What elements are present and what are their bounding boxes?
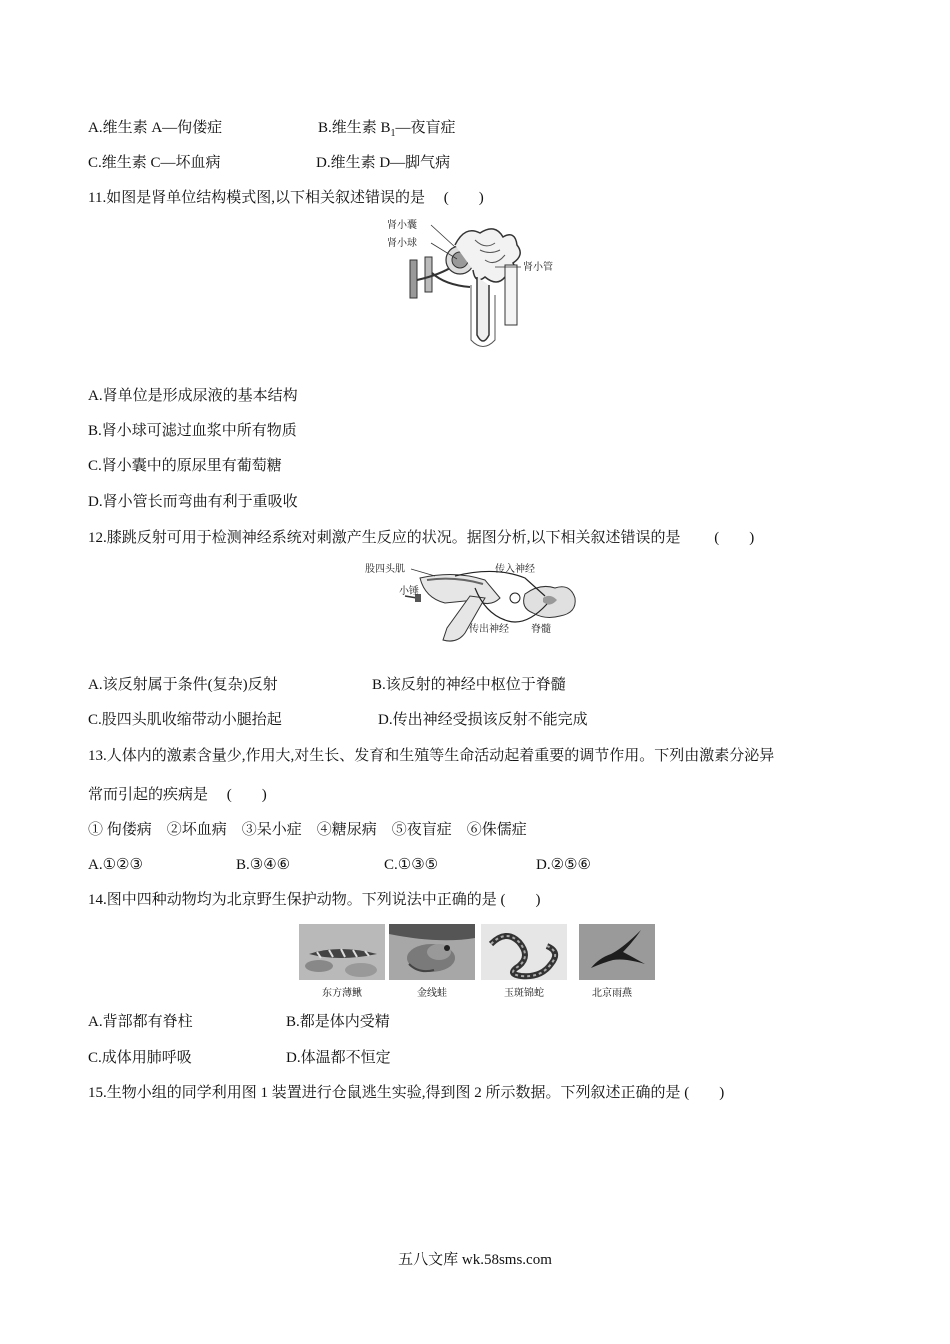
q12-option-c: C.股四头肌收缩带动小腿抬起 (88, 712, 282, 728)
q10-option-c: C.维生素 C—坏血病 (88, 155, 221, 171)
q10-option-a: A.维生素 A—佝偻症 (88, 120, 223, 136)
q13-option-d: D.②⑤⑥ (536, 857, 591, 873)
frog-photo (389, 924, 475, 980)
q14-option-a: A.背部都有脊柱 (88, 1014, 193, 1030)
nephron-diagram (385, 215, 565, 355)
label-hammer: 小锤 (399, 586, 419, 597)
q14-option-c: C.成体用肺呼吸 (88, 1050, 192, 1066)
q14-option-d: D.体温都不恒定 (286, 1050, 391, 1066)
caption-swift: 北京雨燕 (592, 988, 632, 999)
q12-option-d: D.传出神经受损该反射不能完成 (378, 712, 588, 728)
label-renal-capsule: 肾小囊 (387, 220, 417, 231)
q11-option-b: B.肾小球可滤过血浆中所有物质 (88, 423, 297, 439)
snake-photo (481, 924, 567, 980)
q13-stem-line1: 13.人体内的激素含量少,作用大,对生长、发育和生殖等生命活动起着重要的调节作用。下列由激素分泌异 (88, 748, 775, 764)
q13-option-b: B.③④⑥ (236, 857, 291, 873)
q14-stem: 14.图中四种动物均为北京野生保护动物。下列说法中正确的是 ( ) (88, 892, 541, 908)
label-quadriceps: 股四头肌 (365, 564, 405, 575)
q15-stem: 15.生物小组的同学利用图 1 装置进行仓鼠逃生实验,得到图 2 所示数据。下列叙述正确的是 ( ) (88, 1085, 725, 1101)
label-afferent-nerve: 传入神经 (495, 564, 535, 575)
q12-stem: 12.膝跳反射可用于检测神经系统对刺激产生反应的状况。据图分析,以下相关叙述错误的是 ( ) (88, 530, 755, 546)
q11-option-c: C.肾小囊中的原尿里有葡萄糖 (88, 458, 282, 474)
label-renal-tubule: 肾小管 (523, 262, 553, 273)
label-spinal-cord: 脊髓 (531, 624, 551, 635)
swift-photo (574, 924, 660, 980)
label-glomerulus: 肾小球 (387, 238, 417, 249)
caption-frog: 金线蛙 (417, 988, 447, 999)
knee-reflex-diagram (365, 558, 585, 648)
q13-option-a: A.①②③ (88, 857, 143, 873)
caption-snake: 玉斑锦蛇 (504, 988, 544, 999)
q11-stem: 11.如图是肾单位结构模式图,以下相关叙述错误的是 ( ) (88, 190, 484, 206)
label-efferent-nerve: 传出神经 (469, 624, 509, 635)
caption-loach: 东方薄鳅 (322, 988, 362, 999)
q11-option-a: A.肾单位是形成尿液的基本结构 (88, 388, 298, 404)
loach-photo (299, 924, 385, 980)
q10-option-b: B.维生素 $B_1—$夜盲症 (318, 120, 456, 139)
q13-option-c: C.①③⑤ (384, 857, 439, 873)
q13-items: ① 佝偻病 ②坏血病 ③呆小症 ④糖尿病 ⑤夜盲症 ⑥侏儒症 (88, 822, 527, 838)
q13-stem-line2: 常而引起的疾病是 ( ) (88, 787, 267, 803)
footer-watermark: 五八文库 wk.58sms.com (398, 1252, 552, 1268)
q11-option-d: D.肾小管长而弯曲有利于重吸收 (88, 494, 298, 510)
q12-option-b: B.该反射的神经中枢位于脊髓 (372, 677, 566, 693)
q12-option-a: A.该反射属于条件(复杂)反射 (88, 677, 278, 693)
q10-option-d: D.维生素 D—脚气病 (316, 155, 451, 171)
q14-option-b: B.都是体内受精 (286, 1014, 390, 1030)
